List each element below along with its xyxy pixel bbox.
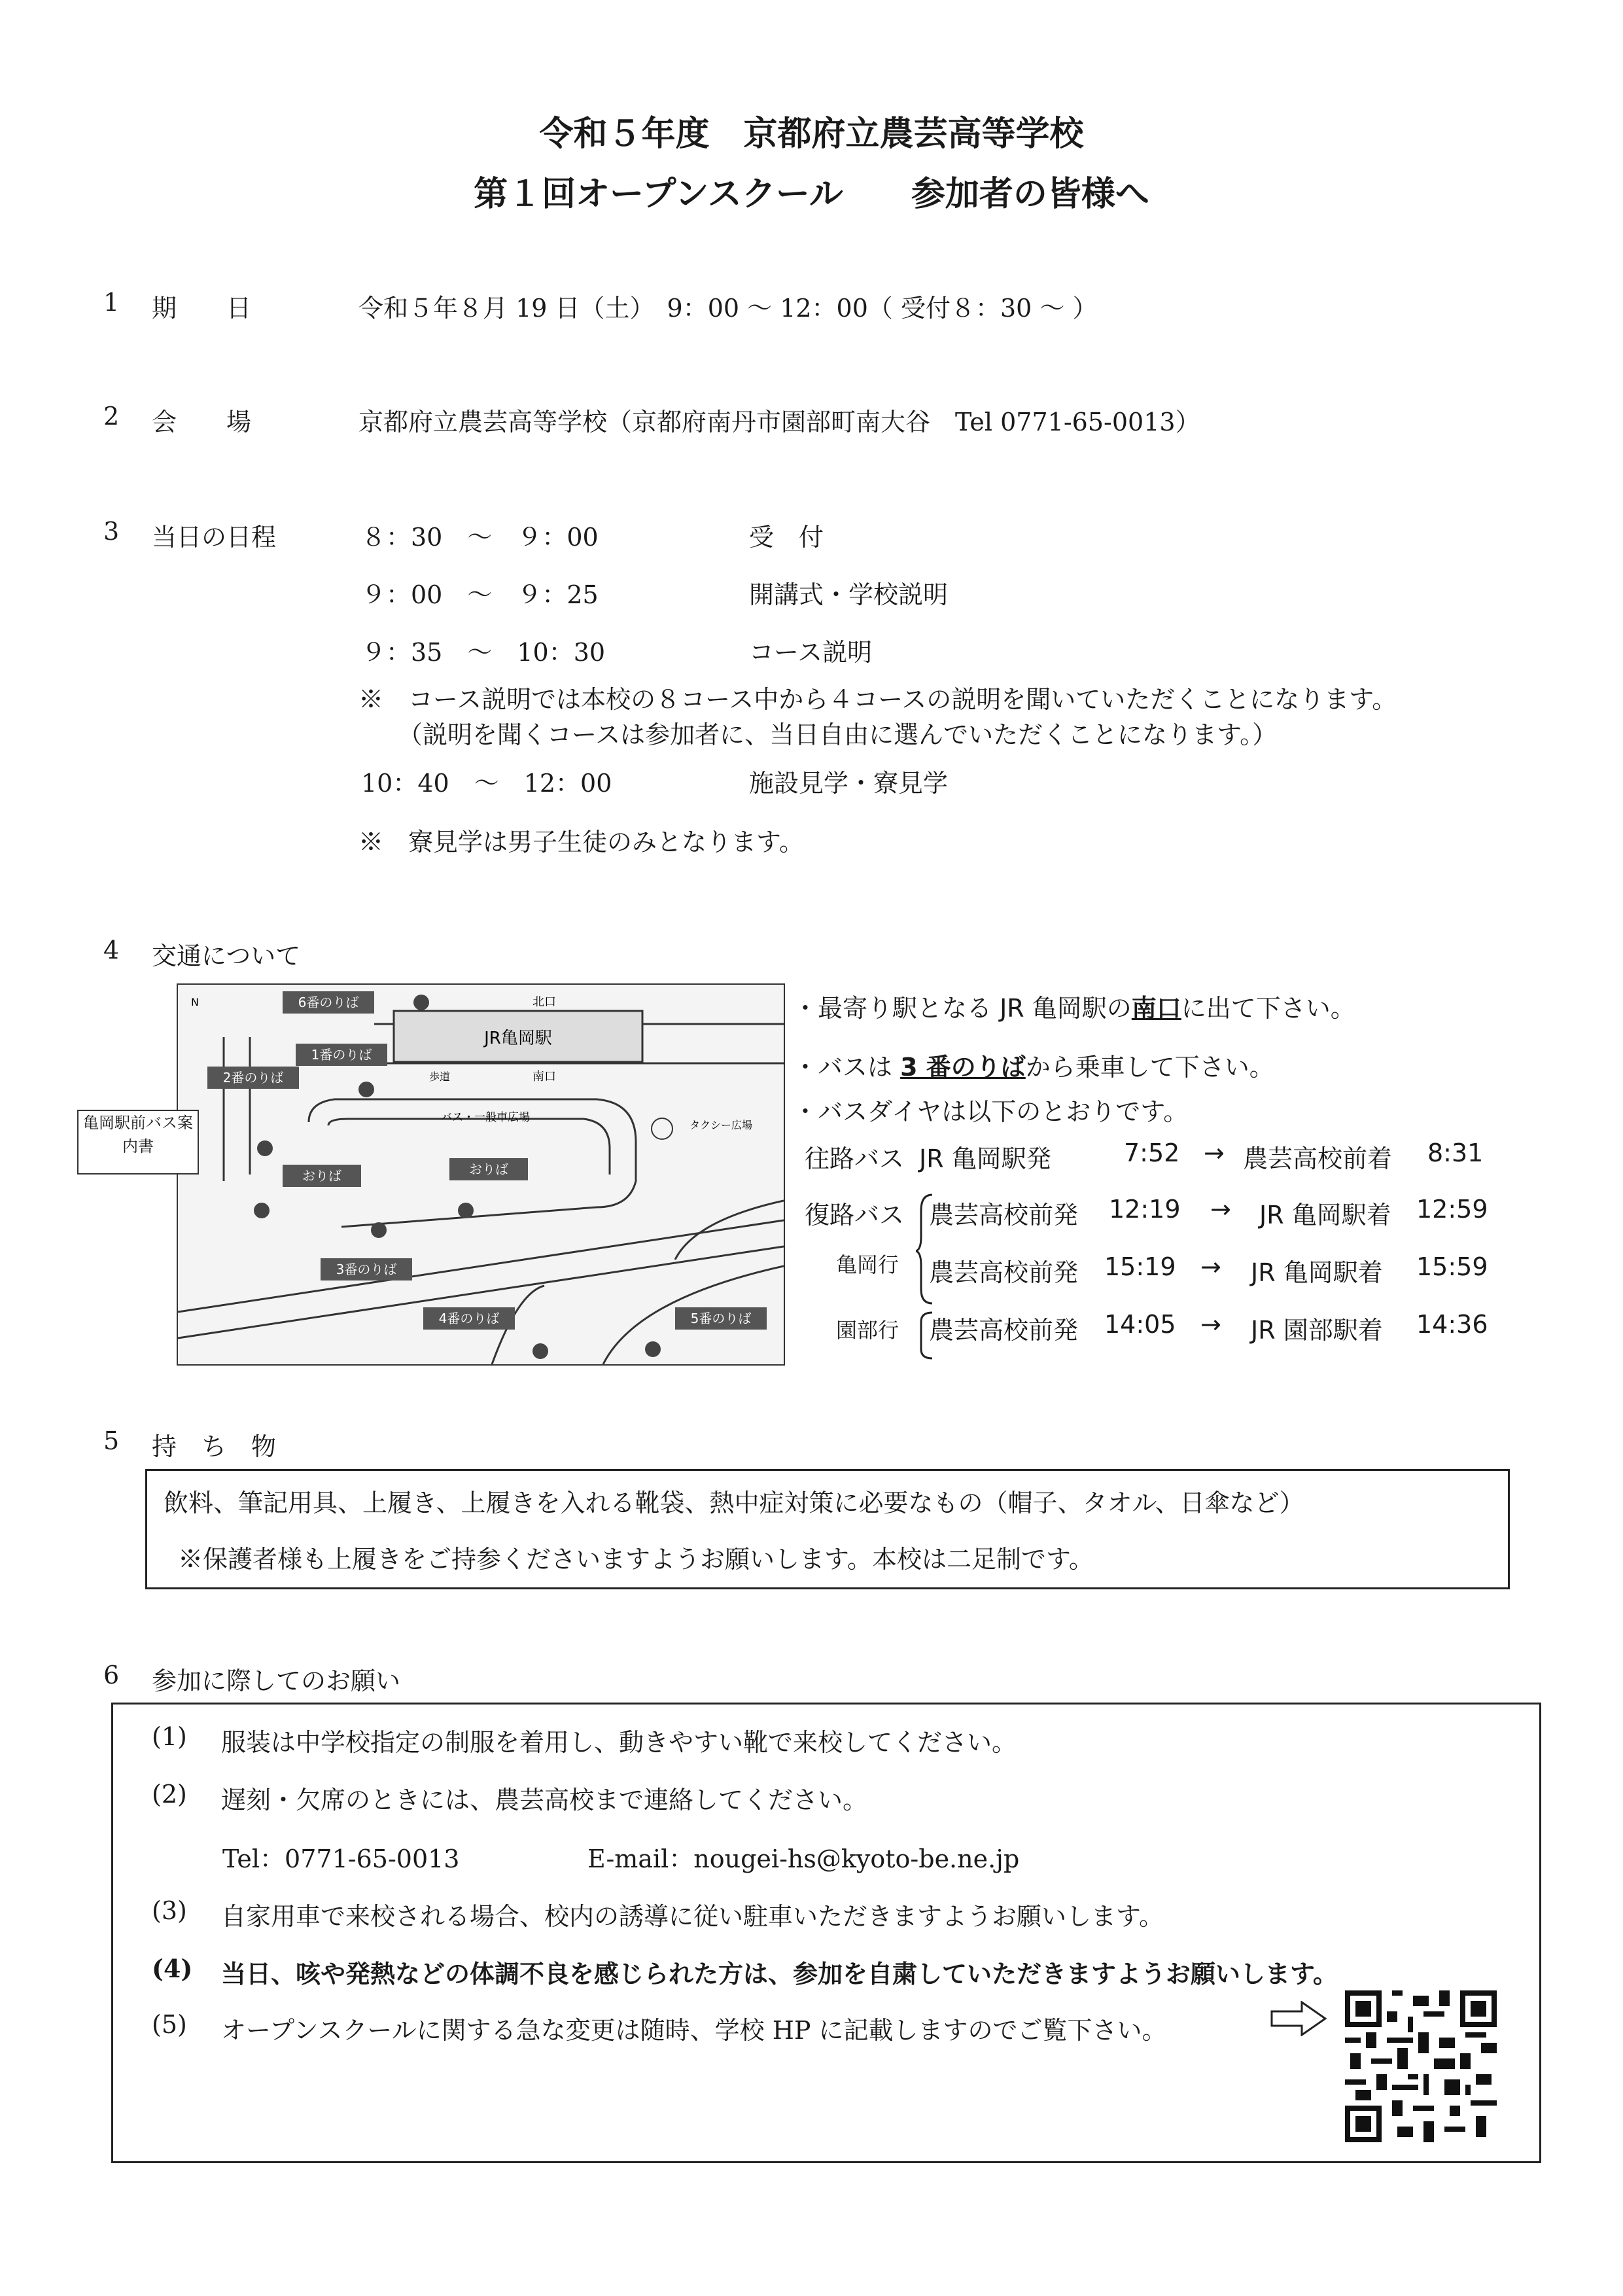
timetable-to: 農芸高校前着: [1243, 1144, 1393, 1173]
map-stop-label: 2番のりば: [222, 1070, 284, 1086]
section-2-value: 京都府立農芸高等学校（京都府南丹市園部町南大谷 Tel 0771-65-0013）: [358, 408, 1200, 436]
qr-code-icon[interactable]: [1345, 1990, 1497, 2142]
timetable-arr: 15:59: [1416, 1252, 1488, 1281]
access-bullet-1-post: に出て下さい。: [1181, 994, 1355, 1023]
timetable-dep: 15:19: [1104, 1252, 1176, 1281]
outbound-label: 往路バス: [805, 1144, 905, 1173]
bus-stop-marker-icon: [458, 1203, 474, 1218]
timetable-to: JR 亀岡駅着: [1251, 1258, 1383, 1287]
access-bullet-1: [793, 988, 1355, 1024]
schedule-time: ９：00 ～ ９：25: [361, 580, 599, 609]
map-station-name: JR亀岡駅: [484, 1029, 552, 1048]
timetable-from: 農芸高校前発: [929, 1201, 1079, 1229]
page-subtitle: 第１回オープンスクール 参加者の皆様へ: [474, 174, 1149, 214]
contact-tel: Tel：0771-65-0013: [222, 1845, 460, 1873]
map-south-exit: 南口: [532, 1070, 556, 1084]
timetable-to: JR 園部駅着: [1251, 1316, 1383, 1345]
access-bullet-2-post: から乗車して下さい。: [1025, 1053, 1274, 1082]
map-stop-label: おりば: [469, 1161, 508, 1177]
section-3-number: 3: [103, 517, 120, 546]
bus-info-callout: 亀岡駅前バス案内書: [77, 1110, 199, 1174]
access-bullet-2-emphasis: 3 番のりば: [900, 1053, 1026, 1082]
section-2-number: 2: [103, 402, 120, 431]
schedule-item: 施設見学・寮見学: [749, 769, 949, 798]
request-number: (4): [152, 1954, 193, 1983]
station-map: [177, 983, 785, 1366]
section-1-label: 期 日: [152, 294, 252, 323]
timetable-to: JR 亀岡駅着: [1259, 1201, 1391, 1229]
map-stop-label: 5番のりば: [690, 1311, 752, 1326]
timetable-dep: 7:52: [1124, 1139, 1180, 1167]
map-plaza: バス・一般車広場: [441, 1111, 530, 1124]
bus-stop-marker-icon: [413, 995, 429, 1010]
request-number: (1): [152, 1722, 187, 1751]
map-stop-label: 1番のりば: [311, 1047, 372, 1063]
map-stop-label: 3番のりば: [336, 1262, 397, 1277]
bus-stop-marker-icon: [371, 1222, 387, 1238]
access-bullet-1-pre: ・最寄り駅となる JR 亀岡駅の: [793, 994, 1132, 1023]
schedule-item: 開講式・学校説明: [749, 580, 949, 609]
map-sidewalk: 歩道: [428, 1070, 451, 1083]
requests-box: [111, 1703, 1541, 2163]
station-map-drawing: [178, 985, 784, 1364]
timetable-arrow: →: [1200, 1310, 1221, 1339]
timetable-arr: 12:59: [1416, 1195, 1488, 1224]
timetable-dep: 12:19: [1109, 1195, 1181, 1224]
schedule-note: ※ コース説明では本校の８コース中から４コースの説明を聞いていただくことになります。: [358, 685, 1397, 714]
kameoka-label: 亀岡行: [836, 1252, 899, 1277]
timetable-from: JR 亀岡駅発: [919, 1144, 1051, 1173]
bus-stop-marker-icon: [645, 1341, 661, 1357]
map-stop-label: おりば: [302, 1168, 341, 1184]
bus-stop-marker-icon: [257, 1140, 273, 1156]
schedule-item: コース説明: [749, 638, 873, 667]
access-bullet-2: [793, 1047, 1274, 1083]
map-compass: N: [191, 996, 199, 1008]
section-5-label: 持 ち 物: [152, 1432, 277, 1461]
section-1-value: 令和５年８月 19 日（土） 9：00 ～ 12：00（ 受付８：30 ～ ）: [358, 294, 1098, 323]
bus-stop-marker-icon: [254, 1203, 270, 1218]
schedule-note-sub: （説明を聞くコースは参加者に、当日自由に選んでいただくことになります。）: [398, 720, 1278, 749]
timetable-arrow: →: [1210, 1195, 1231, 1224]
map-taxi: タクシー広場: [689, 1119, 753, 1131]
map-stop-label: 6番のりば: [298, 995, 359, 1010]
request-number: (2): [152, 1780, 187, 1809]
access-bullet-1-emphasis: 南口: [1131, 994, 1181, 1023]
timetable-arr: 14:36: [1416, 1310, 1488, 1339]
timetable-from: 農芸高校前発: [929, 1258, 1079, 1287]
section-4-label: 交通について: [152, 942, 301, 970]
timetable-arrow: →: [1200, 1252, 1221, 1281]
page-title: 令和５年度 京都府立農芸高等学校: [539, 114, 1084, 154]
sonobe-label: 園部行: [836, 1318, 899, 1343]
bus-stop-marker-icon: [532, 1343, 548, 1359]
request-text: 服装は中学校指定の制服を着用し、動きやすい靴で来校してください。: [221, 1728, 1017, 1757]
timetable-from: 農芸高校前発: [929, 1316, 1079, 1345]
section-2-label: 会 場: [152, 408, 252, 436]
contact-email: E-mail：nougei-hs@kyoto-be.ne.jp: [587, 1845, 1020, 1873]
schedule-item: 受 付: [749, 523, 824, 552]
schedule-time: ８：30 ～ ９：00: [361, 523, 599, 552]
belongings-note: ※保護者様も上履きをご持参くださいますようお願いします。本校は二足制です。: [178, 1545, 1094, 1574]
belongings-list: 飲料、筆記用具、上履き、上履きを入れる靴袋、熱中症対策に必要なもの（帽子、タオル、日傘など）: [164, 1489, 1304, 1517]
return-label: 復路バス: [805, 1201, 905, 1229]
map-north-exit: 北口: [532, 995, 556, 1009]
schedule-time: 10：40 ～ 12：00: [361, 769, 612, 798]
section-6-label: 参加に際してのお願い: [152, 1667, 401, 1695]
map-stop-label: 4番のりば: [438, 1311, 500, 1326]
request-text-important: 当日、咳や発熱などの体調不良を感じられた方は、参加を自粛していただきますようお願いします。: [221, 1959, 1338, 1988]
section-3-label: 当日の日程: [152, 523, 277, 552]
crosshair-icon: [652, 1118, 672, 1139]
bus-stop-marker-icon: [358, 1082, 374, 1097]
request-text: オープンスクールに関する急な変更は随時、学校 HP に記載しますのでご覧下さい。: [221, 2016, 1167, 2045]
schedule-note: ※ 寮見学は男子生徒のみとなります。: [358, 828, 804, 857]
arrow-right-icon: [1270, 2001, 1327, 2036]
section-1-number: 1: [103, 288, 120, 317]
timetable-dep: 14:05: [1104, 1310, 1176, 1339]
schedule-time: ９：35 ～ 10：30: [361, 638, 606, 667]
timetable-arrow: →: [1204, 1139, 1225, 1167]
timetable-arr: 8:31: [1427, 1139, 1484, 1167]
section-4-number: 4: [103, 936, 120, 964]
request-number: (3): [152, 1896, 187, 1925]
request-text: 自家用車で来校される場合、校内の誘導に従い駐車いただきますようお願いします。: [221, 1902, 1164, 1931]
section-6-number: 6: [103, 1661, 120, 1689]
section-5-number: 5: [103, 1426, 120, 1455]
access-bullet-2-pre: ・バスは: [793, 1053, 901, 1082]
access-bullet-3: ・バスダイヤは以下のとおりです。: [793, 1097, 1189, 1126]
request-number: (5): [152, 2010, 187, 2039]
request-text: 遅刻・欠席のときには、農芸高校まで連絡してください。: [221, 1786, 868, 1814]
